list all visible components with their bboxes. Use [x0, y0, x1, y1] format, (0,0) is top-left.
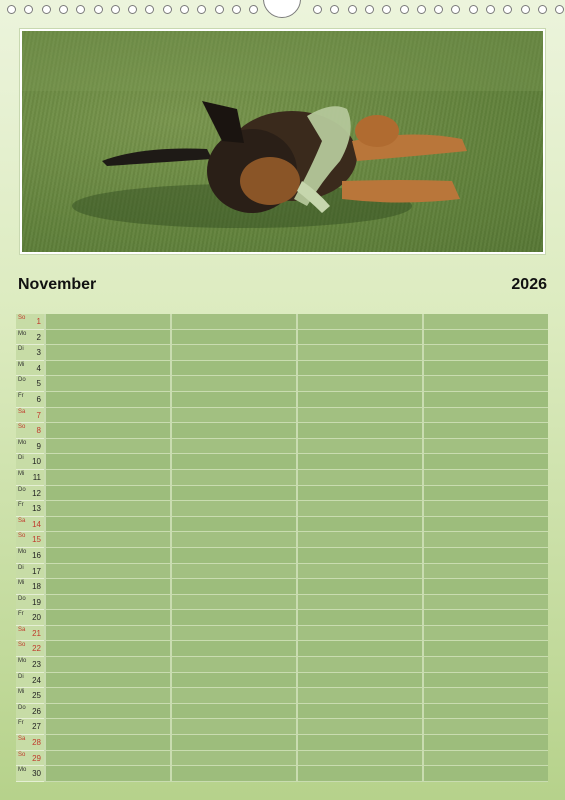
note-cell[interactable] [296, 314, 422, 330]
year-title: 2026 [511, 276, 547, 293]
note-cell[interactable] [44, 376, 170, 392]
binding-hole [469, 5, 478, 14]
note-cell[interactable] [44, 673, 170, 689]
note-cell[interactable] [44, 501, 170, 517]
binding-hole [232, 5, 241, 14]
note-cell[interactable] [296, 719, 422, 735]
weekday-label: So [18, 642, 26, 649]
weekday-label: Di [18, 455, 24, 462]
note-cell[interactable] [422, 454, 548, 470]
note-cell[interactable] [296, 470, 422, 486]
note-cell[interactable] [44, 470, 170, 486]
note-cell[interactable] [170, 751, 296, 767]
note-cell[interactable] [296, 392, 422, 408]
note-cell[interactable] [44, 408, 170, 424]
calendar-row [16, 517, 548, 533]
note-cell[interactable] [44, 688, 170, 704]
note-cell[interactable] [170, 704, 296, 720]
note-cell[interactable] [170, 439, 296, 455]
weekday-label: Mi [18, 361, 25, 368]
month-title: November [18, 276, 97, 293]
calendar-row [16, 735, 548, 751]
note-cell[interactable] [44, 626, 170, 642]
note-cell[interactable] [296, 486, 422, 502]
day-cell [16, 548, 44, 564]
note-cell[interactable] [44, 454, 170, 470]
calendar-row [16, 470, 548, 486]
weekday-label: Mi [18, 689, 25, 696]
note-cell[interactable] [422, 704, 548, 720]
binding-hole [348, 5, 357, 14]
binding-hole [503, 5, 512, 14]
note-cell[interactable] [296, 330, 422, 346]
day-number: 15 [32, 535, 41, 545]
calendar-row [16, 688, 548, 704]
note-cell[interactable] [44, 517, 170, 533]
calendar-row [16, 454, 548, 470]
day-cell [16, 361, 44, 377]
note-cell[interactable] [422, 751, 548, 767]
calendar-row [16, 548, 548, 564]
binding-hole [163, 5, 172, 14]
day-number: 3 [36, 348, 41, 358]
note-cell[interactable] [422, 688, 548, 704]
note-cell[interactable] [170, 345, 296, 361]
note-cell[interactable] [296, 595, 422, 611]
day-cell [16, 657, 44, 673]
day-cell [16, 314, 44, 330]
note-cell[interactable] [44, 486, 170, 502]
note-cell[interactable] [422, 610, 548, 626]
binding-hole [434, 5, 443, 14]
note-cell[interactable] [296, 735, 422, 751]
weekday-label: Mo [18, 330, 27, 337]
binding-hole [215, 5, 224, 14]
note-cell[interactable] [170, 688, 296, 704]
note-cell[interactable] [170, 641, 296, 657]
day-number: 24 [32, 675, 41, 685]
weekday-label: Mo [18, 439, 27, 446]
weekday-label: So [18, 533, 26, 540]
binding-hole [42, 5, 51, 14]
calendar-grid [16, 314, 548, 782]
note-cell[interactable] [422, 719, 548, 735]
calendar-row [16, 314, 548, 330]
day-cell [16, 423, 44, 439]
day-cell [16, 439, 44, 455]
day-cell [16, 595, 44, 611]
binding-hole [486, 5, 495, 14]
note-cell[interactable] [296, 564, 422, 580]
note-cell[interactable] [422, 314, 548, 330]
day-cell [16, 673, 44, 689]
weekday-label: So [18, 751, 26, 758]
note-cell[interactable] [44, 439, 170, 455]
note-cell[interactable] [170, 423, 296, 439]
day-number: 27 [32, 722, 41, 732]
note-cell[interactable] [170, 610, 296, 626]
day-number: 20 [32, 613, 41, 623]
note-cell[interactable] [422, 595, 548, 611]
weekday-label: Do [18, 486, 26, 493]
calendar-row [16, 501, 548, 517]
note-cell[interactable] [44, 314, 170, 330]
note-cell[interactable] [296, 626, 422, 642]
note-cell[interactable] [296, 517, 422, 533]
note-cell[interactable] [422, 501, 548, 517]
day-cell [16, 454, 44, 470]
note-cell[interactable] [422, 564, 548, 580]
calendar-row [16, 376, 548, 392]
day-number: 4 [36, 363, 41, 373]
weekday-label: Mo [18, 767, 27, 774]
note-cell[interactable] [44, 361, 170, 377]
hanger-hole [263, 0, 301, 18]
day-cell [16, 579, 44, 595]
note-cell[interactable] [296, 361, 422, 377]
note-cell[interactable] [422, 345, 548, 361]
weekday-label: Sa [18, 517, 26, 524]
weekday-label: Sa [18, 626, 26, 633]
note-cell[interactable] [44, 735, 170, 751]
note-cell[interactable] [296, 673, 422, 689]
note-cell[interactable] [44, 610, 170, 626]
note-cell[interactable] [44, 345, 170, 361]
note-cell[interactable] [170, 548, 296, 564]
calendar-row [16, 626, 548, 642]
note-cell[interactable] [422, 423, 548, 439]
note-cell[interactable] [44, 423, 170, 439]
photo-frame [20, 29, 545, 254]
weekday-label: Do [18, 595, 26, 602]
note-cell[interactable] [170, 564, 296, 580]
note-cell[interactable] [422, 439, 548, 455]
day-number: 16 [32, 550, 41, 560]
puppy-photo [22, 31, 543, 252]
note-cell[interactable] [170, 454, 296, 470]
puppy-illustration [22, 31, 543, 252]
note-cell[interactable] [44, 548, 170, 564]
note-cell[interactable] [170, 376, 296, 392]
day-number: 29 [32, 753, 41, 763]
day-cell [16, 751, 44, 767]
note-cell[interactable] [170, 314, 296, 330]
calendar-row [16, 532, 548, 548]
note-cell[interactable] [44, 564, 170, 580]
day-cell [16, 408, 44, 424]
note-cell[interactable] [170, 579, 296, 595]
calendar-row [16, 657, 548, 673]
calendar-row [16, 439, 548, 455]
binding-hole [313, 5, 322, 14]
day-cell [16, 641, 44, 657]
calendar-row [16, 330, 548, 346]
note-cell[interactable] [44, 392, 170, 408]
calendar-row [16, 392, 548, 408]
note-cell[interactable] [296, 751, 422, 767]
note-cell[interactable] [170, 673, 296, 689]
weekday-label: Fr [18, 392, 24, 399]
day-cell [16, 766, 44, 782]
day-number: 9 [36, 441, 41, 451]
weekday-label: Fr [18, 720, 24, 727]
day-number: 13 [32, 504, 41, 514]
note-cell[interactable] [422, 361, 548, 377]
calendar-row [16, 345, 548, 361]
weekday-label: Fr [18, 611, 24, 618]
binding-hole [555, 5, 564, 14]
note-cell[interactable] [170, 408, 296, 424]
binding-hole [521, 5, 530, 14]
note-cell[interactable] [296, 579, 422, 595]
day-cell [16, 376, 44, 392]
day-cell [16, 688, 44, 704]
note-cell[interactable] [296, 345, 422, 361]
note-cell[interactable] [422, 626, 548, 642]
note-cell[interactable] [422, 517, 548, 533]
day-cell [16, 392, 44, 408]
note-cell[interactable] [296, 657, 422, 673]
note-cell[interactable] [422, 376, 548, 392]
day-cell [16, 719, 44, 735]
note-cell[interactable] [170, 657, 296, 673]
day-number: 21 [32, 628, 41, 638]
day-cell [16, 610, 44, 626]
note-cell[interactable] [170, 626, 296, 642]
weekday-label: Sa [18, 736, 26, 743]
note-cell[interactable] [296, 423, 422, 439]
note-cell[interactable] [44, 766, 170, 782]
calendar-row [16, 641, 548, 657]
binding-hole [76, 5, 85, 14]
note-cell[interactable] [296, 454, 422, 470]
day-number: 18 [32, 582, 41, 592]
calendar-row [16, 673, 548, 689]
day-cell [16, 626, 44, 642]
note-cell[interactable] [422, 392, 548, 408]
note-cell[interactable] [422, 657, 548, 673]
note-cell[interactable] [422, 579, 548, 595]
calendar-row [16, 595, 548, 611]
note-cell[interactable] [170, 486, 296, 502]
note-cell[interactable] [296, 641, 422, 657]
note-cell[interactable] [170, 330, 296, 346]
day-cell [16, 330, 44, 346]
note-cell[interactable] [422, 735, 548, 751]
day-cell [16, 501, 44, 517]
binding-hole [180, 5, 189, 14]
note-cell[interactable] [296, 532, 422, 548]
weekday-label: Fr [18, 502, 24, 509]
calendar-row [16, 751, 548, 767]
note-cell[interactable] [296, 766, 422, 782]
weekday-label: Di [18, 673, 24, 680]
weekday-label: Do [18, 704, 26, 711]
binding-hole [417, 5, 426, 14]
day-number: 19 [32, 597, 41, 607]
binding-hole [145, 5, 154, 14]
note-cell[interactable] [422, 766, 548, 782]
calendar-row [16, 361, 548, 377]
note-cell[interactable] [44, 657, 170, 673]
calendar-row [16, 579, 548, 595]
binding-hole [111, 5, 120, 14]
day-cell [16, 517, 44, 533]
calendar-row [16, 704, 548, 720]
weekday-label: So [18, 424, 26, 431]
weekday-label: Mi [18, 470, 25, 477]
note-cell[interactable] [44, 641, 170, 657]
note-cell[interactable] [170, 517, 296, 533]
binding-hole [382, 5, 391, 14]
calendar-row [16, 486, 548, 502]
weekday-label: Di [18, 346, 24, 353]
binding-hole [330, 5, 339, 14]
day-number: 25 [32, 691, 41, 701]
note-cell[interactable] [44, 719, 170, 735]
binding-hole [451, 5, 460, 14]
day-number: 14 [32, 519, 41, 529]
calendar-row [16, 408, 548, 424]
day-number: 1 [36, 317, 41, 326]
note-cell[interactable] [44, 704, 170, 720]
spiral-binding [0, 0, 565, 20]
note-cell[interactable] [296, 688, 422, 704]
note-cell[interactable] [170, 735, 296, 751]
note-cell[interactable] [170, 766, 296, 782]
calendar-row [16, 610, 548, 626]
binding-hole [24, 5, 33, 14]
day-number: 12 [32, 488, 41, 498]
day-cell [16, 470, 44, 486]
calendar-row [16, 564, 548, 580]
day-cell [16, 345, 44, 361]
note-cell[interactable] [422, 408, 548, 424]
note-cell[interactable] [44, 751, 170, 767]
day-number: 22 [32, 644, 41, 654]
day-number: 28 [32, 738, 41, 748]
note-cell[interactable] [296, 704, 422, 720]
note-cell[interactable] [296, 439, 422, 455]
weekday-label: Mi [18, 580, 25, 587]
calendar-row [16, 766, 548, 782]
binding-hole [197, 5, 206, 14]
day-cell [16, 532, 44, 548]
note-cell[interactable] [422, 548, 548, 564]
note-cell[interactable] [44, 330, 170, 346]
note-cell[interactable] [422, 486, 548, 502]
weekday-label: Do [18, 377, 26, 384]
note-cell[interactable] [170, 501, 296, 517]
binding-hole [249, 5, 258, 14]
binding-hole [400, 5, 409, 14]
binding-hole [7, 5, 16, 14]
binding-hole [538, 5, 547, 14]
note-cell[interactable] [170, 392, 296, 408]
note-cell[interactable] [422, 330, 548, 346]
day-number: 10 [32, 457, 41, 467]
day-cell [16, 735, 44, 751]
note-cell[interactable] [44, 595, 170, 611]
note-cell[interactable] [44, 532, 170, 548]
day-number: 2 [36, 332, 41, 342]
note-cell[interactable] [170, 719, 296, 735]
day-cell [16, 704, 44, 720]
weekday-label: Sa [18, 408, 26, 415]
binding-hole [128, 5, 137, 14]
day-number: 17 [32, 566, 41, 576]
binding-hole [365, 5, 374, 14]
note-cell[interactable] [170, 361, 296, 377]
note-cell[interactable] [296, 501, 422, 517]
day-number: 5 [36, 379, 41, 389]
note-cell[interactable] [170, 595, 296, 611]
note-cell[interactable] [44, 579, 170, 595]
note-cell[interactable] [422, 532, 548, 548]
day-number: 23 [32, 660, 41, 670]
calendar-row [16, 423, 548, 439]
day-number: 7 [36, 410, 41, 420]
day-number: 8 [36, 426, 41, 436]
weekday-label: Di [18, 564, 24, 571]
note-cell[interactable] [422, 641, 548, 657]
note-cell[interactable] [170, 532, 296, 548]
note-cell[interactable] [296, 610, 422, 626]
weekday-label: Mo [18, 658, 27, 665]
day-number: 6 [36, 394, 41, 404]
weekday-label: Mo [18, 548, 27, 555]
binding-hole [59, 5, 68, 14]
note-cell[interactable] [422, 673, 548, 689]
note-cell[interactable] [170, 470, 296, 486]
binding-hole [94, 5, 103, 14]
calendar-row [16, 719, 548, 735]
note-cell[interactable] [296, 408, 422, 424]
day-number: 26 [32, 706, 41, 716]
note-cell[interactable] [422, 470, 548, 486]
day-number: 11 [32, 472, 41, 482]
day-cell [16, 564, 44, 580]
day-cell [16, 486, 44, 502]
note-cell[interactable] [296, 548, 422, 564]
day-number: 30 [32, 769, 41, 779]
note-cell[interactable] [296, 376, 422, 392]
weekday-label: So [18, 315, 26, 321]
